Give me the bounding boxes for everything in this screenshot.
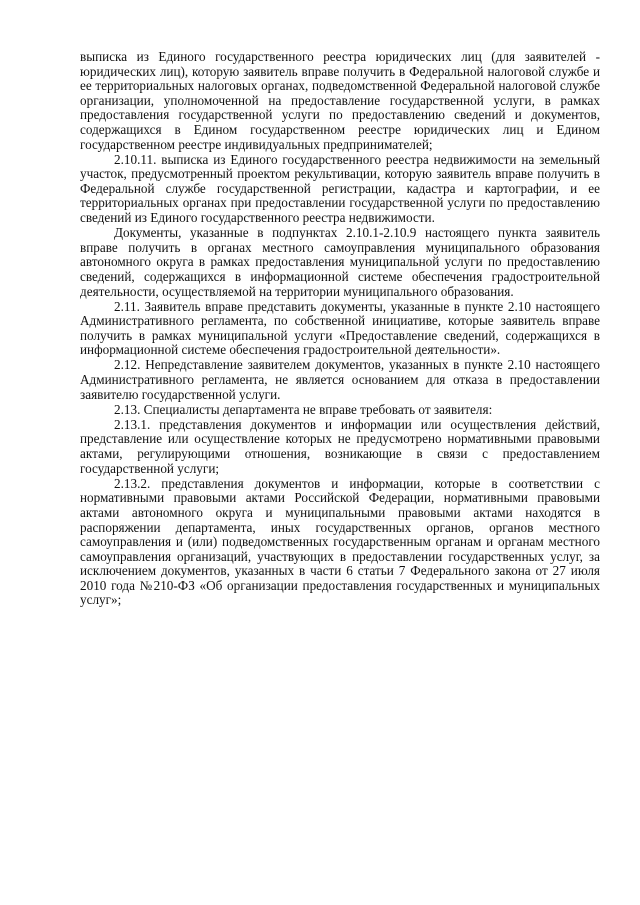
paragraph-2-11: 2.11. Заявитель вправе представить документы, указанные в пункте 2.10 настоящего Административного регламента, по собственной инициативе, которые заявитель вправе получить в рамках муниципальной услуги «Предоставление сведений, содержащихся в информационной системе обеспечения градостроительной деятельности». [80, 298, 600, 358]
paragraph-2-13-2: 2.13.2. представления документов и информации, которые в соответствии с нормативными правовыми актами Российской Федерации, нормативными правовыми актами автономного округа и муниципальными правовыми актами находятся в распоряжении департамента, иных государственных органов, органов местного самоуправления и (или) подведомственных государственным органам и органам местного самоуправления организаций, участвующих в предоставлении государственных услуг, за исключением документов, указанных в части 6 статьи 7 Федерального закона от 27 июля 2010 года №210-ФЗ «Об организации предоставления государственных и муниципальных услуг»; [80, 475, 600, 608]
paragraph-extract-legal-entities: выписка из Единого государственного реестра юридических лиц (для заявителей - юридических лиц), которую заявитель вправе получить в Федеральной налоговой службе и ее территориальных налоговых органах, подведомственной Федеральной налоговой службе организации, уполномоченной на предоставление государственной услуги, в рамках предоставления государственной услуги по предоставлению сведений и документов, содержащихся в Едином государственном реестре юридических лиц и Едином государственном реестре индивидуальных предпринимателей; [80, 49, 600, 152]
paragraph-2-10-11: 2.10.11. выписка из Единого государственного реестра недвижимости на земельный участок, предусмотренный проектом рекультивации, которую заявитель вправе получить в Федеральной службе государственной регистрации, кадастра и картографии, и ее территориальных органах при предоставлении государственной услуги по предоставлению сведений из Единого государственного реестра недвижимости. [80, 151, 600, 226]
document-page [80, 50, 600, 609]
paragraph-2-13: 2.13. Специалисты департамента не вправе требовать от заявителя: [114, 401, 493, 417]
paragraph-documents-2-10-1-2-10-9: Документы, указанные в подпунктах 2.10.1-2.10.9 настоящего пункта заявитель вправе получить в органах местного самоуправления муниципального образования автономного округа в рамках предоставления муниципальной услуги по предоставлению сведений, содержащихся в информационной системе обеспечения градостроительной деятельности, осуществляемой на территории муниципального образования. [80, 225, 600, 299]
paragraph-2-13-1: 2.13.1. представления документов и информации или осуществления действий, представление или осуществление которых не предусмотрено нормативными правовыми актами, регулирующими отношения, возникающие в связи с предоставлением государственной услуги; [80, 416, 600, 476]
paragraph-2-12: 2.12. Непредставление заявителем документов, указанных в пункте 2.10 настоящего Административного регламента, не является основанием для отказа в предоставлении заявителю государственной услуги. [80, 357, 600, 402]
